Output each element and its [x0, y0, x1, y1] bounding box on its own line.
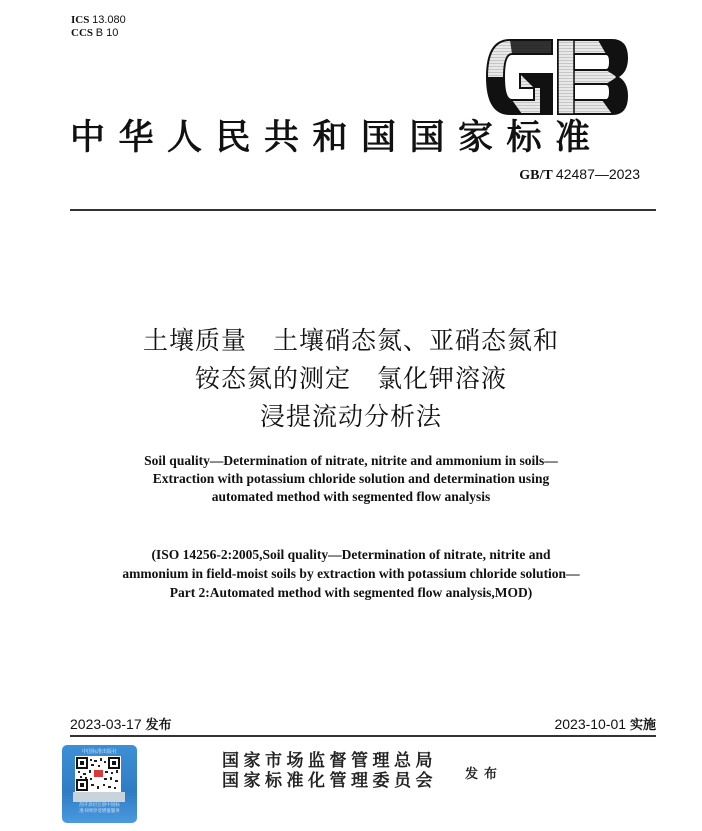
issuer: 国家标准化管理委员会	[222, 771, 437, 791]
ccs-code: CCS B 10	[71, 27, 119, 39]
chinese-title	[0, 322, 702, 436]
publish-date: 2023-03-17 发布	[70, 716, 172, 733]
issuer: 国家市场监督管理总局	[222, 751, 437, 771]
english-title-line: Soil quality—Determination of nitrate, nitrite and ammonium in soils—	[144, 453, 558, 468]
iso-reference-line: ammonium in field-moist soils by extraction with potassium chloride solution—	[122, 566, 580, 581]
english-title-line: automated method with segmented flow analysis	[211, 489, 491, 504]
gb-logo-icon	[482, 32, 632, 122]
anti-counterfeit-qr-sticker[interactable]	[62, 745, 137, 823]
qr-code-icon[interactable]	[75, 756, 121, 792]
chinese-title-line: 铵态氮的测定 氯化钾溶液	[194, 364, 507, 393]
qr-sticker-header: 中国标准出版社	[81, 749, 117, 755]
english-title	[0, 452, 702, 506]
scratch-off-coating[interactable]	[73, 792, 125, 802]
footer-divider	[70, 735, 656, 737]
header-divider	[70, 209, 656, 211]
english-title-line: Extraction with potassium chloride solution and determination using	[152, 471, 550, 486]
national-standard-title: 中华人民共和国国家标准	[70, 117, 604, 158]
standard-number: GB/T 42487—2023	[519, 166, 640, 183]
ics-code: ICS 13.080	[71, 14, 126, 26]
iso-reference	[0, 545, 702, 602]
iso-reference-line: (ISO 14256-2:2005,Soil quality—Determination of nitrate, nitrite and	[151, 547, 551, 562]
issuing-authorities	[222, 751, 437, 791]
classification-codes	[71, 14, 126, 40]
iso-reference-line: Part 2:Automated method with segmented flow analysis,MOD)	[169, 585, 533, 600]
issue-label: 发布	[465, 767, 504, 782]
qr-sticker-footer: 刮开涂层注册中国标 准书网享受增值服务	[79, 803, 120, 814]
chinese-title-line: 土壤质量 土壤硝态氮、亚硝态氮和	[142, 326, 559, 355]
chinese-title-line: 浸提流动分析法	[259, 402, 442, 431]
implement-date: 2023-10-01 实施	[554, 716, 656, 733]
